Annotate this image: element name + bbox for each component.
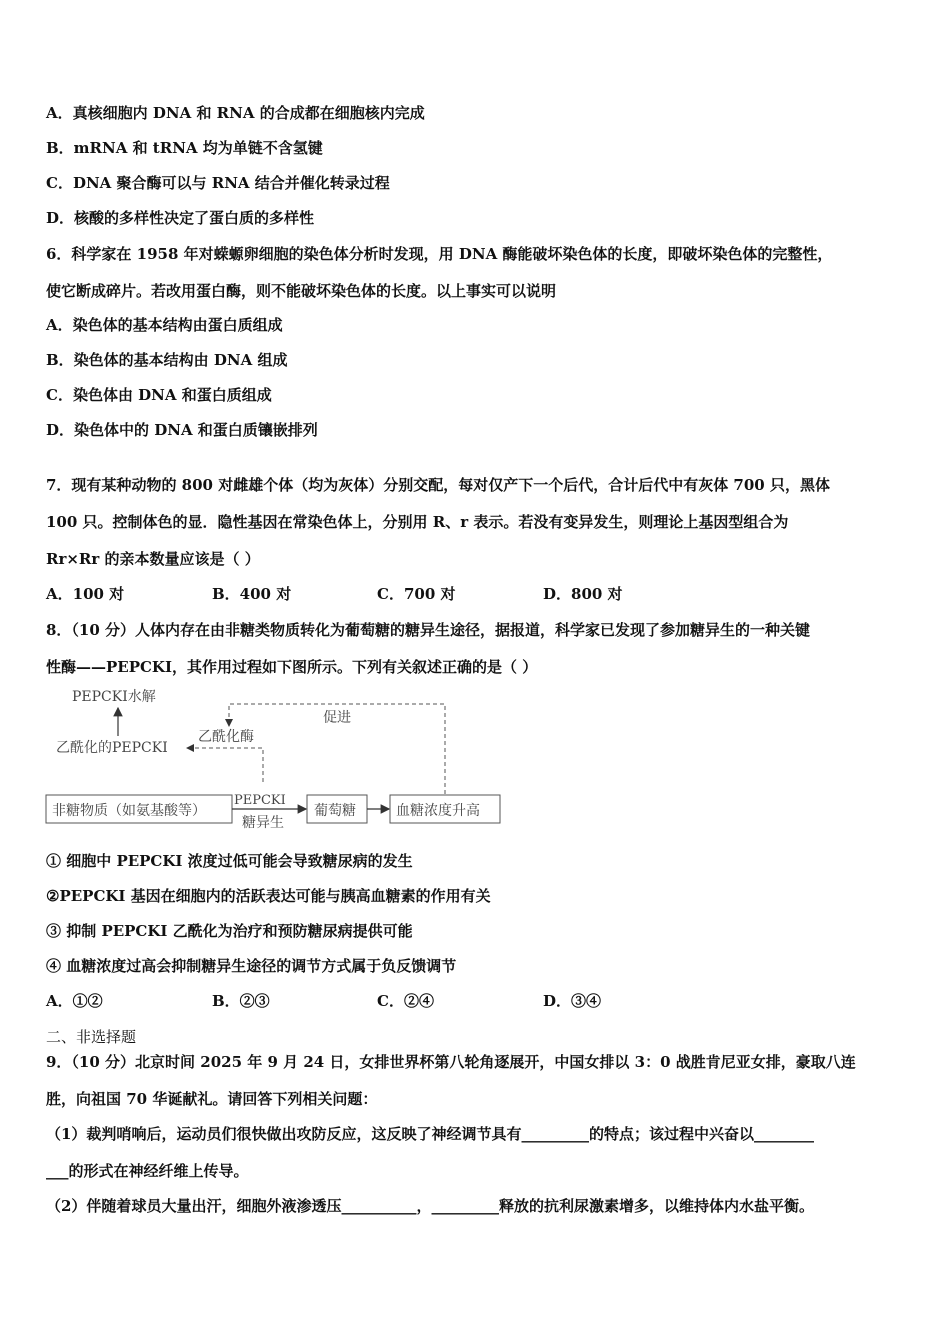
dashed-arrow-acetylation — [187, 748, 263, 782]
label-promote: 促进 — [323, 710, 351, 726]
q8-option-d: D．③④ — [543, 992, 602, 1010]
q8-statement-1: ① 细胞中 PEPCKI 浓度过低可能会导致糖尿病的发生 — [46, 852, 413, 870]
q7-stem-line-3: Rr×Rr 的亲本数量应该是（ ） — [46, 550, 260, 568]
label-glucose: 葡萄糖 — [314, 803, 356, 819]
section-heading: 二、非选择题 — [46, 1028, 137, 1046]
q5-option-d: D．核酸的多样性决定了蛋白质的多样性 — [46, 209, 315, 227]
q8-statement-4: ④ 血糖浓度过高会抑制糖异生途径的调节方式属于负反馈调节 — [46, 957, 457, 975]
q6-option-c: C．染色体由 DNA 和蛋白质组成 — [46, 386, 272, 404]
q8-stem-line-1: 8．（10 分）人体内存在由非糖类物质转化为葡萄糖的糖异生途径，据报道，科学家已发现了参加糖异生的一种关键 — [46, 621, 811, 639]
q7-option-c: C．700 对 — [377, 585, 456, 603]
q9-stem-line-1: 9．（10 分）北京时间 2025 年 9 月 24 日，女排世界杯第八轮角逐展开，中国女排以 3：0 战胜肯尼亚女排，豪取八连 — [46, 1053, 856, 1071]
q8-statement-2: ②PEPCKI 基因在细胞内的活跃表达可能与胰高血糖素的作用有关 — [46, 887, 491, 905]
q6-option-b: B．染色体的基本结构由 DNA 组成 — [46, 351, 288, 369]
q9-part-2: （2）伴随着球员大量出汗，细胞外液渗透压__________，_________释放的抗利尿激素增多，以维持体内水盐平衡。 — [46, 1197, 814, 1215]
q7-stem-line-1: 7．现有某种动物的 800 对雌雄个体（均为灰体）分别交配，每对仅产下一个后代，合计后代中有灰体 700 只，黑体 — [46, 476, 830, 494]
q7-option-d: D．800 对 — [543, 585, 623, 603]
q6-stem-line-1: 6．科学家在 1958 年对蝾螈卵细胞的染色体分析时发现，用 DNA 酶能破坏染色体的长度，即破坏染色体的完整性， — [46, 245, 833, 263]
q7-option-a: A．100 对 — [46, 585, 125, 603]
gluconeogenesis-diagram — [44, 684, 514, 834]
q9-part-1-line-1: （1）裁判哨响后，运动员们很快做出攻防反应，这反映了神经调节具有_________的特点；该过程中兴奋以________ — [46, 1125, 814, 1143]
q5-option-c: C．DNA 聚合酶可以与 RNA 结合并催化转录过程 — [46, 174, 390, 192]
q8-option-b: B．②③ — [212, 992, 270, 1010]
label-acetylated-pepcki: 乙酰化的PEPCKI — [56, 740, 168, 756]
q5-option-a: A．真核细胞内 DNA 和 RNA 的合成都在细胞核内完成 — [46, 104, 425, 122]
label-pepcki: PEPCKI — [234, 793, 286, 808]
q8-option-c: C．②④ — [377, 992, 434, 1010]
q8-option-a: A．①② — [46, 992, 103, 1010]
label-gluconeogenesis: 糖异生 — [242, 815, 284, 831]
label-nonsugar: 非糖物质（如氨基酸等） — [52, 803, 206, 819]
q6-option-a: A．染色体的基本结构由蛋白质组成 — [46, 316, 283, 334]
q9-part-1-line-2: ___的形式在神经纤维上传导。 — [46, 1162, 249, 1180]
q6-option-d: D．染色体中的 DNA 和蛋白质镶嵌排列 — [46, 421, 318, 439]
q8-stem-line-2: 性酶——PEPCKI，其作用过程如下图所示。下列有关叙述正确的是（ ） — [46, 658, 538, 676]
q8-statement-3: ③ 抑制 PEPCKI 乙酰化为治疗和预防糖尿病提供可能 — [46, 922, 413, 940]
q7-option-b: B．400 对 — [212, 585, 292, 603]
label-bloodsugar: 血糖浓度升高 — [396, 803, 480, 819]
q5-option-b: B．mRNA 和 tRNA 均为单链不含氢键 — [46, 139, 323, 157]
label-pepcki-hydrolysis: PEPCKI水解 — [72, 689, 156, 705]
label-acetylase: 乙酰化酶 — [198, 729, 254, 745]
q6-stem-line-2: 使它断成碎片。若改用蛋白酶，则不能破坏染色体的长度。以上事实可以说明 — [46, 282, 557, 300]
q9-stem-line-2: 胜，向祖国 70 华诞献礼。请回答下列相关问题： — [46, 1090, 378, 1108]
q7-stem-line-2: 100 只。控制体色的显．隐性基因在常染色体上，分别用 R、r 表示。若没有变异发生，则理论上基因型组合为 — [46, 513, 789, 531]
